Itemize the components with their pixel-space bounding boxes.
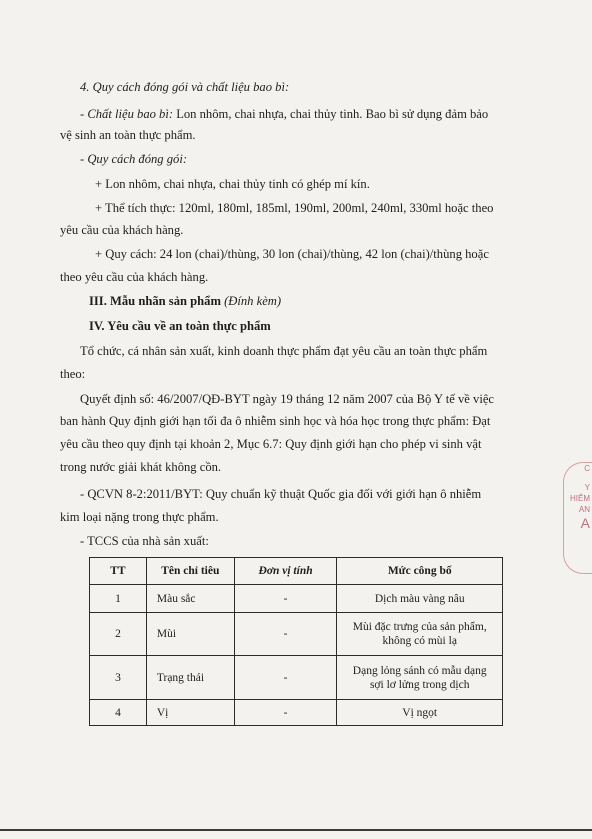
- packing-item-3-cont: theo yêu cầu của khách hàng.: [60, 270, 209, 284]
- stamp-text: C: [584, 464, 590, 473]
- table-row: [90, 656, 503, 700]
- qcvn-line-1: - QCVN 8-2:2011/BYT: Quy chuẩn kỹ thuật Quốc gia đối với giới hạn ô nhiễm: [80, 487, 482, 501]
- stamp-text: HIỂM: [570, 494, 590, 503]
- packaging-material-text-cont: vệ sinh an toàn thực phẩm.: [60, 128, 196, 142]
- row-level: [337, 656, 503, 700]
- decision-46-line-3: yêu cầu theo quy định tại khoản 2, Mục 6.7: Quy định giới hạn cho phép vi sinh vật: [60, 437, 482, 451]
- section-3-note: (Đính kèm): [224, 294, 282, 308]
- table-header-row: [90, 558, 503, 585]
- row-unit: -: [234, 585, 337, 613]
- table-row: [90, 700, 503, 726]
- food-safety-paragraph-1: Tổ chức, cá nhân sản xuất, kinh doanh thực phẩm đạt yêu cầu an toàn thực phẩm: [80, 344, 488, 358]
- packaging-material-line: [80, 106, 488, 122]
- scan-bottom-edge: [0, 829, 592, 831]
- row-tt: 2: [90, 613, 147, 656]
- row-level-line-1: Dạng lỏng sánh có mẫu dạng: [352, 664, 487, 677]
- row-unit: -: [234, 700, 337, 726]
- stamp-text: Y: [584, 483, 590, 492]
- row-level: [337, 613, 503, 656]
- row-level: Dịch màu vàng nâu: [337, 585, 503, 613]
- specification-table: [89, 557, 503, 726]
- packaging-material-text: Lon nhôm, chai nhựa, chai thủy tinh. Bao bì sử dụng đảm bảo: [173, 107, 489, 121]
- section-4-heading: 4. Quy cách đóng gói và chất liệu bao bì:: [80, 80, 290, 94]
- row-name: Màu sắc: [146, 585, 234, 613]
- section-3-heading: [89, 293, 281, 309]
- section-iv-heading: IV. Yêu cầu về an toàn thực phẩm: [89, 319, 271, 333]
- packing-item-3: + Quy cách: 24 lon (chai)/thùng, 30 lon (chai)/thùng, 42 lon (chai)/thùng hoặc: [95, 247, 489, 261]
- row-name: Trạng thái: [146, 656, 234, 700]
- food-safety-paragraph-1-cont: theo:: [60, 367, 86, 381]
- header-name: Tên chỉ tiêu: [146, 558, 234, 585]
- packaging-material-label: - Chất liệu bao bì:: [80, 107, 174, 121]
- row-unit: -: [234, 656, 337, 700]
- row-unit: -: [234, 613, 337, 656]
- header-level: Mức công bố: [337, 558, 503, 585]
- qcvn-line-2: kim loại nặng trong thực phẩm.: [60, 510, 219, 524]
- row-name: Vị: [146, 700, 234, 726]
- stamp-text: AN: [578, 505, 590, 514]
- packing-spec-label: - Quy cách đóng gói:: [80, 152, 188, 166]
- packing-item-2-cont: yêu cầu của khách hàng.: [60, 223, 184, 237]
- row-level-line-2: không có mùi lạ: [382, 635, 457, 647]
- row-tt: 3: [90, 656, 147, 700]
- row-tt: 1: [90, 585, 147, 613]
- row-level-line-2: sợi lơ lửng trong dịch: [369, 678, 470, 691]
- tccs-line: - TCCS của nhà sản xuất:: [80, 534, 209, 548]
- header-unit: Đơn vị tính: [234, 558, 337, 585]
- table-row: [90, 613, 503, 656]
- row-name: Mùi: [146, 613, 234, 656]
- red-stamp-fragment: [563, 462, 592, 574]
- row-level-line-1: Mùi đặc trưng của sản phẩm,: [352, 621, 487, 633]
- row-tt: 4: [90, 700, 147, 726]
- packing-item-2: + Thể tích thực: 120ml, 180ml, 185ml, 190ml, 200ml, 240ml, 330ml hoặc theo: [95, 201, 494, 215]
- decision-46-line-1: Quyết định số: 46/2007/QĐ-BYT ngày 19 tháng 12 năm 2007 của Bộ Y tế về việc: [80, 392, 495, 406]
- decision-46-line-4: trong nước giải khát không cồn.: [60, 460, 222, 474]
- decision-46-line-2: ban hành Quy định giới hạn tối đa ô nhiễm sinh học và hóa học trong thực phẩm: Đạt: [60, 414, 491, 428]
- table-row: [90, 585, 503, 613]
- section-3-title: III. Mẫu nhãn sản phẩm: [89, 294, 225, 308]
- packing-item-1: + Lon nhôm, chai nhựa, chai thủy tinh có ghép mí kín.: [95, 177, 370, 191]
- row-level: Vị ngọt: [337, 700, 503, 726]
- stamp-text: A: [580, 515, 590, 531]
- header-tt: TT: [90, 558, 147, 585]
